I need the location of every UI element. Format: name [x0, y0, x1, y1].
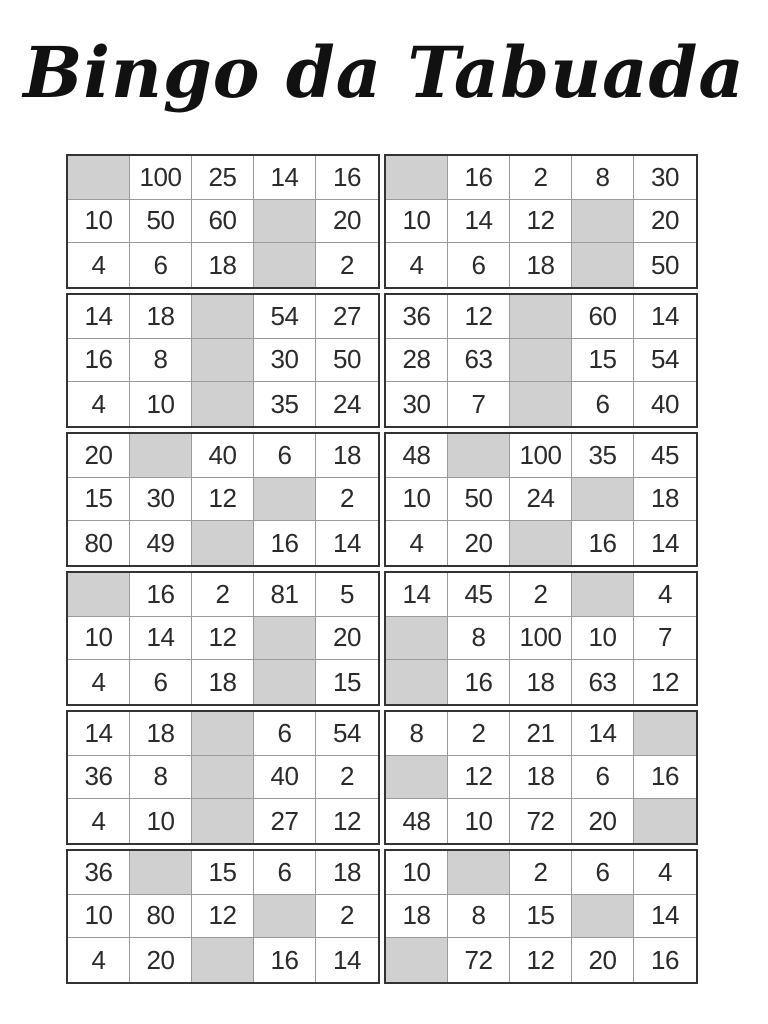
number-cell: 18 [634, 478, 696, 522]
number-cell: 4 [68, 660, 130, 704]
number-cell: 16 [651, 944, 679, 975]
number-cell: 18 [192, 243, 254, 287]
blank-cell [130, 851, 192, 895]
number-cell: 27 [254, 799, 316, 843]
number-cell: 21 [510, 712, 572, 756]
number-cell: 20 [316, 617, 378, 661]
number-cell: 81 [254, 573, 316, 617]
number-cell: 80 [130, 895, 192, 939]
blank-cell [386, 156, 448, 200]
number-cell: 16 [634, 756, 696, 800]
number-cell: 18 [386, 895, 448, 939]
number-cell: 15 [68, 478, 130, 522]
number-cell: 16 [254, 938, 316, 982]
number-cell: 2 [510, 156, 572, 200]
number-cell: 18 [316, 851, 378, 895]
number-cell: 10 [386, 478, 448, 522]
number-cell: 30 [634, 156, 696, 200]
blank-cell [68, 573, 130, 617]
number-cell: 20 [572, 938, 634, 982]
number-cell: 2 [316, 895, 378, 939]
blank-cell [386, 756, 448, 800]
number-cell: 20 [448, 521, 510, 565]
number-cell: 2 [340, 249, 354, 280]
number-cell: 80 [68, 521, 130, 565]
number-cell: 40 [651, 388, 679, 419]
number-cell: 40 [192, 434, 254, 478]
blank-cell [192, 938, 254, 982]
blank-cell [192, 712, 254, 756]
number-cell: 12 [192, 478, 254, 522]
bingo-card [66, 710, 380, 845]
number-cell: 2 [510, 573, 572, 617]
blank-cell [572, 478, 634, 522]
number-cell: 7 [448, 382, 510, 426]
number-cell: 6 [572, 756, 634, 800]
bingo-card [384, 432, 698, 567]
number-cell: 36 [386, 295, 448, 339]
bingo-card [66, 432, 380, 567]
number-cell: 2 [316, 478, 378, 522]
blank-cell [572, 243, 634, 287]
blank-cell [386, 938, 448, 982]
number-cell: 5 [316, 573, 378, 617]
number-cell: 14 [68, 712, 130, 756]
blank-cell [634, 799, 696, 843]
number-cell: 72 [510, 799, 572, 843]
page-title: Bingo da Tabuada [23, 31, 745, 114]
blank-cell [192, 382, 254, 426]
number-cell: 15 [192, 851, 254, 895]
number-cell: 10 [386, 200, 448, 244]
number-cell: 24 [510, 478, 572, 522]
bingo-card [384, 571, 698, 706]
number-cell: 16 [448, 156, 510, 200]
number-cell: 4 [68, 243, 130, 287]
number-cell: 14 [333, 944, 361, 975]
bingo-card [66, 154, 380, 289]
bingo-card [66, 849, 380, 984]
number-cell: 10 [572, 617, 634, 661]
number-cell: 16 [316, 156, 378, 200]
number-cell: 15 [572, 339, 634, 383]
number-cell: 18 [130, 295, 192, 339]
number-cell: 14 [254, 156, 316, 200]
blank-cell [254, 200, 316, 244]
number-cell: 63 [448, 339, 510, 383]
number-cell: 14 [333, 527, 361, 558]
number-cell: 14 [130, 617, 192, 661]
number-cell: 18 [510, 243, 572, 287]
number-cell: 20 [130, 938, 192, 982]
blank-cell [192, 295, 254, 339]
number-cell: 20 [572, 799, 634, 843]
number-cell: 10 [130, 382, 192, 426]
number-cell: 18 [130, 712, 192, 756]
number-cell: 50 [130, 200, 192, 244]
blank-cell [192, 521, 254, 565]
number-cell: 12 [510, 938, 572, 982]
number-cell: 50 [448, 478, 510, 522]
number-cell: 50 [651, 249, 679, 280]
number-cell: 4 [386, 243, 448, 287]
blank-cell [634, 712, 696, 756]
number-cell: 4 [634, 573, 696, 617]
number-cell: 45 [448, 573, 510, 617]
number-cell: 6 [572, 382, 634, 426]
number-cell: 2 [192, 573, 254, 617]
number-cell: 2 [510, 851, 572, 895]
blank-cell [254, 617, 316, 661]
number-cell: 12 [192, 617, 254, 661]
number-cell: 10 [68, 895, 130, 939]
number-cell: 14 [448, 200, 510, 244]
number-cell: 100 [510, 434, 572, 478]
blank-cell [572, 200, 634, 244]
number-cell: 30 [130, 478, 192, 522]
blank-cell [254, 895, 316, 939]
number-cell: 12 [448, 756, 510, 800]
number-cell: 60 [192, 200, 254, 244]
number-cell: 14 [572, 712, 634, 756]
blank-cell [254, 243, 316, 287]
number-cell: 10 [68, 617, 130, 661]
number-cell: 48 [386, 799, 448, 843]
number-cell: 7 [634, 617, 696, 661]
number-cell: 24 [333, 388, 361, 419]
number-cell: 12 [448, 295, 510, 339]
blank-cell [448, 434, 510, 478]
number-cell: 16 [68, 339, 130, 383]
number-cell: 27 [316, 295, 378, 339]
blank-cell [254, 660, 316, 704]
number-cell: 6 [130, 660, 192, 704]
blank-cell [386, 660, 448, 704]
blank-cell [510, 382, 572, 426]
number-cell: 4 [68, 938, 130, 982]
number-cell: 2 [448, 712, 510, 756]
number-cell: 12 [192, 895, 254, 939]
number-cell: 20 [316, 200, 378, 244]
number-cell: 36 [68, 756, 130, 800]
number-cell: 14 [651, 527, 679, 558]
number-cell: 30 [254, 339, 316, 383]
bingo-card [66, 571, 380, 706]
number-cell: 16 [448, 660, 510, 704]
blank-cell [130, 434, 192, 478]
number-cell: 4 [68, 799, 130, 843]
number-cell: 6 [254, 434, 316, 478]
number-cell: 54 [316, 712, 378, 756]
bingo-card [384, 154, 698, 289]
number-cell: 45 [634, 434, 696, 478]
bingo-card [384, 710, 698, 845]
number-cell: 25 [192, 156, 254, 200]
blank-cell [386, 617, 448, 661]
number-cell: 8 [448, 617, 510, 661]
number-cell: 12 [651, 666, 679, 697]
blank-cell [192, 339, 254, 383]
number-cell: 16 [572, 521, 634, 565]
number-cell: 36 [68, 851, 130, 895]
number-cell: 8 [448, 895, 510, 939]
number-cell: 8 [386, 712, 448, 756]
number-cell: 14 [634, 295, 696, 339]
blank-cell [448, 851, 510, 895]
number-cell: 2 [316, 756, 378, 800]
blank-cell [510, 339, 572, 383]
number-cell: 28 [386, 339, 448, 383]
number-cell: 54 [634, 339, 696, 383]
blank-cell [192, 756, 254, 800]
number-cell: 50 [316, 339, 378, 383]
number-cell: 6 [254, 851, 316, 895]
number-cell: 60 [572, 295, 634, 339]
number-cell: 48 [386, 434, 448, 478]
number-cell: 10 [68, 200, 130, 244]
number-cell: 18 [510, 756, 572, 800]
number-cell: 14 [386, 573, 448, 617]
blank-cell [572, 573, 634, 617]
number-cell: 4 [634, 851, 696, 895]
number-cell: 4 [68, 382, 130, 426]
number-cell: 49 [130, 521, 192, 565]
blank-cell [192, 799, 254, 843]
number-cell: 6 [448, 243, 510, 287]
number-cell: 20 [634, 200, 696, 244]
number-cell: 18 [510, 660, 572, 704]
number-cell: 4 [386, 521, 448, 565]
bingo-card [384, 849, 698, 984]
blank-cell [510, 521, 572, 565]
number-cell: 15 [510, 895, 572, 939]
number-cell: 15 [333, 666, 361, 697]
number-cell: 6 [572, 851, 634, 895]
number-cell: 10 [130, 799, 192, 843]
number-cell: 20 [68, 434, 130, 478]
blank-cell [254, 478, 316, 522]
blank-cell [572, 895, 634, 939]
number-cell: 14 [634, 895, 696, 939]
bingo-card-grid [66, 154, 698, 984]
number-cell: 35 [254, 382, 316, 426]
number-cell: 100 [510, 617, 572, 661]
number-cell: 100 [130, 156, 192, 200]
number-cell: 54 [254, 295, 316, 339]
number-cell: 14 [68, 295, 130, 339]
bingo-card [66, 293, 380, 428]
number-cell: 18 [192, 660, 254, 704]
number-cell: 8 [130, 756, 192, 800]
number-cell: 8 [572, 156, 634, 200]
number-cell: 40 [254, 756, 316, 800]
number-cell: 18 [316, 434, 378, 478]
number-cell: 6 [254, 712, 316, 756]
blank-cell [510, 295, 572, 339]
number-cell: 16 [254, 521, 316, 565]
number-cell: 63 [572, 660, 634, 704]
number-cell: 16 [130, 573, 192, 617]
number-cell: 35 [572, 434, 634, 478]
number-cell: 12 [333, 805, 361, 836]
number-cell: 72 [448, 938, 510, 982]
number-cell: 8 [130, 339, 192, 383]
number-cell: 30 [386, 382, 448, 426]
number-cell: 10 [386, 851, 448, 895]
number-cell: 12 [510, 200, 572, 244]
number-cell: 6 [130, 243, 192, 287]
blank-cell [68, 156, 130, 200]
bingo-card [384, 293, 698, 428]
number-cell: 10 [448, 799, 510, 843]
